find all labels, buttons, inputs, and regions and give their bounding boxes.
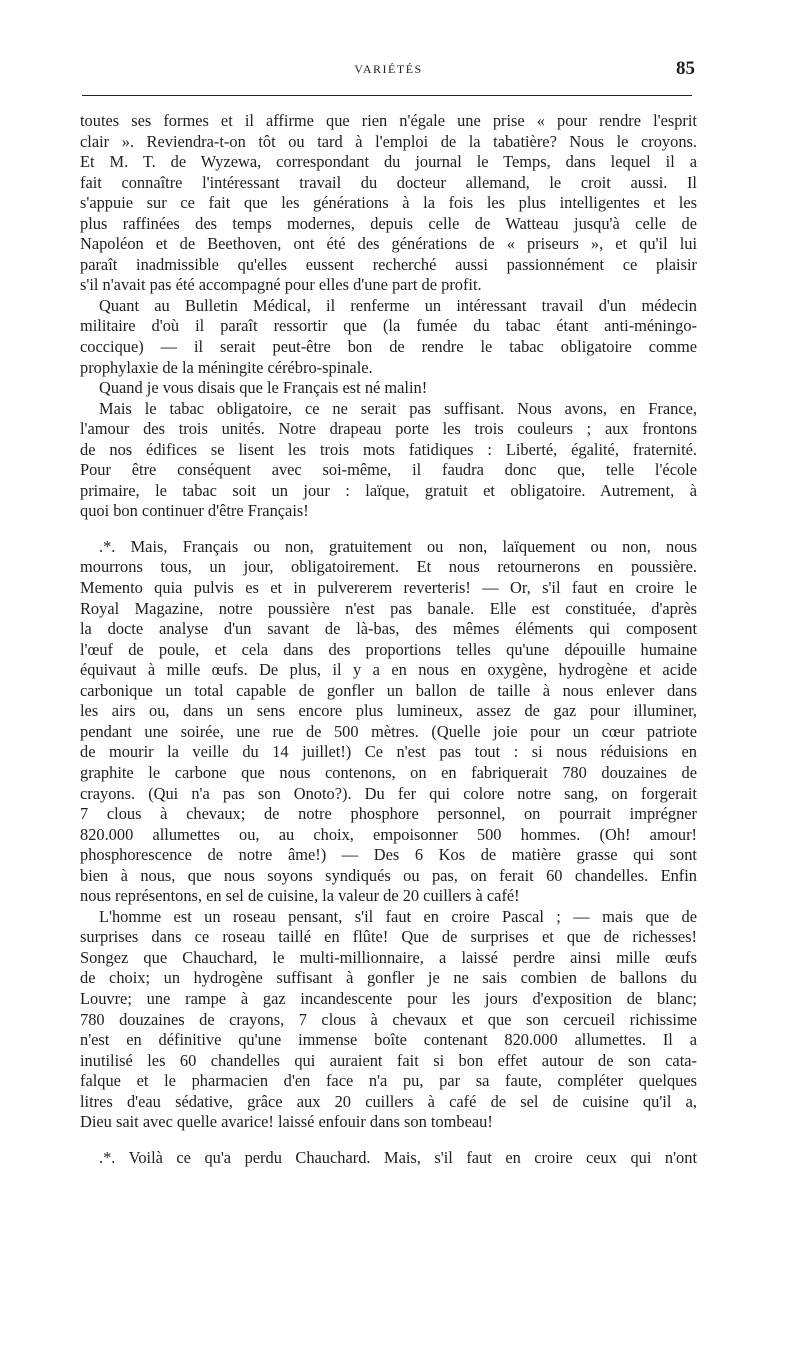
text-line: carbonique un total capable de gonfler un ballon de taille à nous enlever dans bbox=[80, 680, 697, 700]
text-line: crayons. (Qui n'a pas son Onoto?). Du fer qui colore notre sang, on forgerait bbox=[80, 783, 697, 803]
header-rule bbox=[82, 95, 692, 96]
text-line: .*. Mais, Français ou non, gratuitement ou non, laïquement ou non, nous bbox=[99, 536, 697, 556]
text-line: bien à nous, que nous soyons syndiqués ou pas, on ferait 60 chandelles. Enfin bbox=[80, 865, 697, 885]
paragraph-1 bbox=[80, 111, 697, 296]
text-line: 7 clous à chevaux; de notre phosphore personnel, on pourrait imprégner bbox=[80, 804, 697, 824]
text-line: plus raffinées des temps modernes, depuis celle de Watteau jusqu'à celle de bbox=[80, 213, 697, 233]
text-line: quoi bon continuer d'être Français! bbox=[80, 501, 309, 521]
section-gap bbox=[80, 1133, 697, 1148]
text-line: clair ». Reviendra-t-on tôt ou tard à l'emploi de la tabatière? Nous le croyons. bbox=[80, 131, 697, 151]
text-line: mourrons tous, un jour, obligatoirement. Et nous retournerons en poussière. bbox=[80, 557, 697, 577]
text-line: Et M. T. de Wyzewa, correspondant du journal le Temps, dans lequel il a bbox=[80, 152, 697, 172]
text-line: de mourir la veille du 14 juillet!) Ce n'est pas tout : si nous réduisions en bbox=[80, 742, 697, 762]
article-body bbox=[80, 111, 697, 1168]
text-line: de nos édifices se lisent les trois mots fatidiques : Liberté, égalité, fraternité. bbox=[80, 439, 697, 459]
text-line: de choix; un hydrogène suffisant à gonfler je ne sais combien de ballons du bbox=[80, 968, 697, 988]
text-line: surprises dans ce roseau taillé en flûte! Que de surprises et que de richesses! bbox=[80, 927, 697, 947]
text-line: l'amour des trois unités. Notre drapeau porte les trois couleurs ; aux frontons bbox=[80, 419, 697, 439]
text-line: toutes ses formes et il affirme que rien n'égale une prise « pour rendre l'esprit bbox=[80, 111, 697, 130]
text-line: la docte analyse d'un savant de là-bas, des mêmes éléments qui composent bbox=[80, 619, 697, 639]
text-line: Memento quia pulvis es et in pulvererem reverteris! — Or, s'il faut en croire le bbox=[80, 578, 697, 598]
paragraph-6 bbox=[80, 907, 697, 1133]
text-line: fait connaître l'intéressant travail du docteur allemand, le croit aussi. Il bbox=[80, 172, 697, 192]
book-page bbox=[80, 0, 697, 1354]
text-line: Quand je vous disais que le Français est né malin! bbox=[99, 378, 428, 398]
page-number: 85 bbox=[676, 58, 695, 79]
text-line: Songez que Chauchard, le multi-millionnaire, a laissé perdre ainsi mille œufs bbox=[80, 947, 697, 967]
text-line: .*. Voilà ce qu'a perdu Chauchard. Mais, s'il faut en croire ceux qui n'ont bbox=[99, 1147, 697, 1167]
paragraph-4 bbox=[80, 399, 697, 522]
text-line: équivaut à mille œufs. De plus, il y a en nous en oxygène, hydrogène et acide bbox=[80, 660, 697, 680]
text-line: s'appuie sur ce fait que les générations à la fois les plus intelligentes et les bbox=[80, 193, 697, 213]
text-line: phosphorescence de notre âme!) — Des 6 Kos de matière grasse qui sont bbox=[80, 845, 697, 865]
text-line: 820.000 allumettes ou, au choix, empoisonner 500 hommes. (Oh! amour! bbox=[80, 824, 697, 844]
text-line: litres d'eau sédative, grâce aux 20 cuillers à café de sel de cuisine qu'il a, bbox=[80, 1091, 697, 1111]
text-line: pendant une soirée, une rue de 500 mètres. (Quelle joie pour un cœur patriote bbox=[80, 721, 697, 741]
running-title: VARIÉTÉS bbox=[354, 62, 423, 76]
text-line: militaire d'où il paraît ressortir que (la fumée du tabac étant anti-méningo- bbox=[80, 316, 697, 336]
text-line: l'œuf de poule, et cela dans des proportions telles qu'une dépouille humaine bbox=[80, 639, 697, 659]
text-line: Dieu sait avec quelle avarice! laissé enfouir dans son tombeau! bbox=[80, 1112, 493, 1132]
text-line: inutilisé les 60 chandelles qui auraient fait si bon effet autour de son cata- bbox=[80, 1050, 697, 1070]
text-line: Pour être conséquent avec soi-même, il faudra donc que, telle l'école bbox=[80, 460, 697, 480]
section-gap bbox=[80, 522, 697, 537]
text-line: Quant au Bulletin Médical, il renferme un intéressant travail d'un médecin bbox=[99, 295, 697, 315]
text-line: n'est en définitive qu'une immense boîte contenant 820.000 allumettes. Il a bbox=[80, 1030, 697, 1050]
text-line: Napoléon et de Beethoven, ont été des générations de « priseurs », et qu'il lui bbox=[80, 234, 697, 254]
text-line: graphite le carbone que nous contenons, on en fabriquerait 780 douzaines de bbox=[80, 762, 697, 782]
text-line: s'il n'avait pas été accompagné pour elles d'une part de profit. bbox=[80, 275, 482, 295]
text-line: primaire, le tabac soit un jour : laïque, gratuit et obligatoire. Autrement, à bbox=[80, 480, 697, 500]
text-line: Royal Magazine, notre poussière n'est pas banale. Elle est constituée, d'après bbox=[80, 598, 697, 618]
text-line: prophylaxie de la méningite cérébro-spinale. bbox=[80, 357, 373, 377]
paragraph-7 bbox=[80, 1148, 697, 1169]
text-line: Mais le tabac obligatoire, ce ne serait pas suffisant. Nous avons, en France, bbox=[99, 398, 697, 418]
paragraph-2 bbox=[80, 296, 697, 378]
text-line: Louvre; une rampe à gaz incandescente pour les jours d'exposition de blanc; bbox=[80, 988, 697, 1008]
text-line: 780 douzaines de crayons, 7 clous à chevaux et que son cercueil richissime bbox=[80, 1009, 697, 1029]
text-line: paraît inadmissible qu'elles eussent recherché aussi passionnément ce plaisir bbox=[80, 254, 697, 274]
text-line: falque et le pharmacien d'en face n'a pu, par sa faute, compléter quelques bbox=[80, 1071, 697, 1091]
text-line: coccique) — il serait peut-être bon de rendre le tabac obligatoire comme bbox=[80, 337, 697, 357]
text-line: nous représentons, en sel de cuisine, la valeur de 20 cuillers à café! bbox=[80, 886, 520, 906]
page-header bbox=[80, 60, 697, 84]
text-line: les airs ou, dans un sens encore plus lumineux, assez de gaz pour illuminer, bbox=[80, 701, 697, 721]
paragraph-3 bbox=[80, 378, 697, 399]
text-line: L'homme est un roseau pensant, s'il faut en croire Pascal ; — mais que de bbox=[99, 906, 697, 926]
paragraph-5 bbox=[80, 537, 697, 907]
